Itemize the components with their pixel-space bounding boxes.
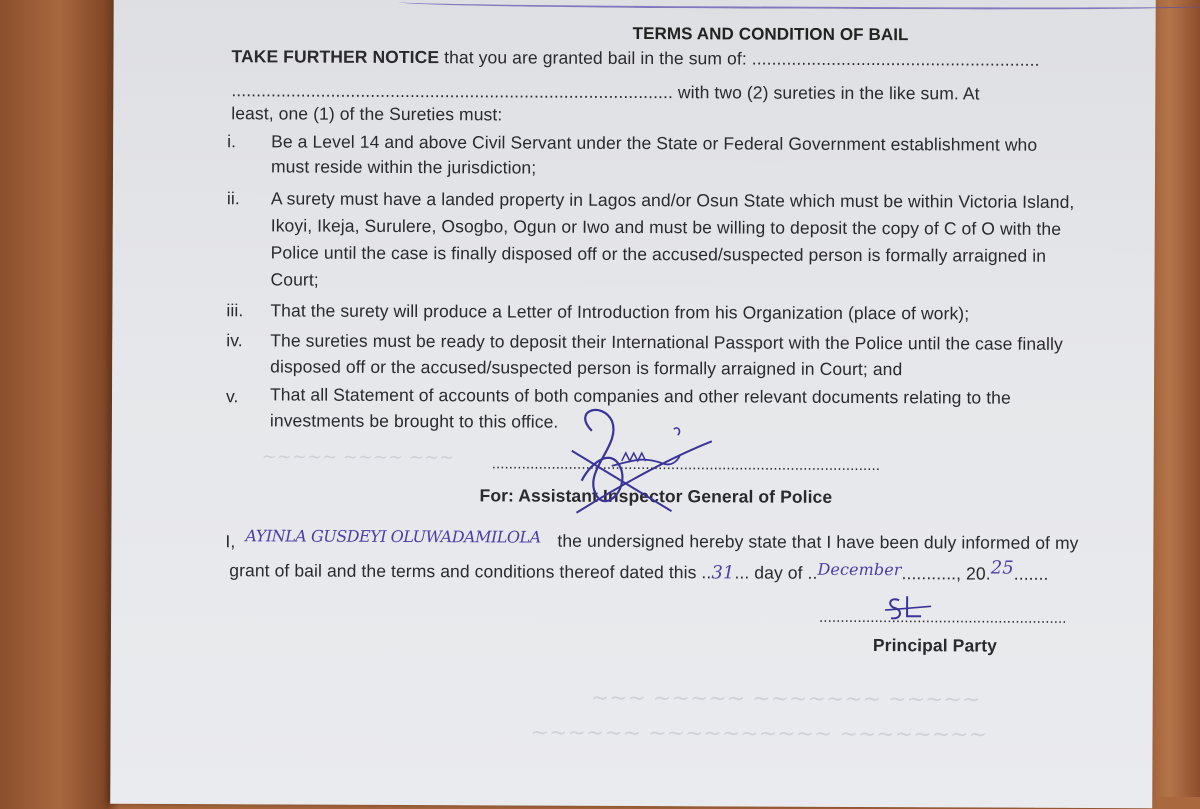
principal-party-label: Principal Party	[872, 635, 998, 656]
bleed-through-mark: ~~~~~ ~~~~ ~~~	[261, 446, 455, 469]
item-i-line-2: must reside within the jurisdiction;	[270, 156, 537, 178]
item-number-v: v.	[225, 386, 239, 407]
grant-line	[229, 557, 1049, 585]
item-iv-line-2: disposed off or the accused/suspected person is formally arraigned in Court; and	[270, 356, 903, 380]
item-v-line-1: That all Statement of accounts of both companies and other relevant documents relating to the	[269, 384, 1011, 408]
declaration-text: the undersigned hereby state that I have been duly informed of my	[557, 530, 1079, 553]
item-ii-line-4: Court;	[270, 269, 319, 290]
item-i-line-1: Be a Level 14 and above Civil Servant under the State or Federal Government establishment who	[271, 131, 1038, 155]
notice-line-3: least, one (1) of the Sureties must:	[231, 103, 503, 125]
grant-line-day-of: ... day of ..	[734, 562, 818, 583]
signature-line: ...........................................................................................	[491, 455, 881, 475]
item-ii-line-2: Ikoyi, Ikeja, Surulere, Osogbo, Ogun or Iwo and must be willing to deposit the copy of C of O with the	[270, 215, 1062, 239]
item-number-iv: iv.	[226, 330, 243, 351]
grant-line-year-prefix: ..........., 20.	[901, 563, 991, 584]
bleed-through-lower-1: ~~~ ~~~~~ ~~~~~~~ ~~~~~	[590, 685, 981, 713]
item-v-line-2: investments be brought to this office.	[269, 410, 559, 432]
notice-heading: TAKE FURTHER NOTICE	[231, 46, 440, 68]
top-handwriting-scribble	[399, 0, 1200, 11]
notice-line-2: ......................................................................................... with two (2) sureties in the like sum. At	[231, 80, 980, 104]
handwritten-month: December	[817, 559, 902, 580]
item-iv-line-1: The sureties must be ready to deposit their International Passport with the Police until the case finally	[270, 330, 1063, 354]
bleed-through-lower-2: ~~~~~~ ~~~~~~~~~~ ~~~~~~~~	[530, 720, 988, 748]
declaration-i: I,	[225, 531, 236, 552]
item-iii-line-1: That the surety will produce a Letter of Introduction from his Organization (place of work);	[270, 300, 970, 324]
document-title: TERMS AND CONDITION OF BAIL	[632, 23, 909, 45]
grant-line-start: grant of bail and the terms and conditions thereof dated this ..	[229, 560, 712, 583]
notice-line	[231, 46, 1039, 71]
handwritten-name: AYINLA GUSDEYI OLUWADAMILOLA	[245, 526, 541, 547]
bail-document-page	[110, 0, 1156, 808]
item-number-i: i.	[227, 131, 237, 152]
item-number-ii: ii.	[226, 188, 240, 209]
item-ii-line-1: A surety must have a landed property in Lagos and/or Osun State which must be within Victoria Island,	[270, 188, 1075, 212]
handwritten-year: 25	[990, 557, 1014, 579]
item-number-iii: iii.	[226, 300, 244, 321]
aig-signature	[551, 401, 732, 522]
notice-text: that you are granted bail in the sum of: ..........................................................	[444, 47, 1040, 70]
grant-line-end: .......	[1013, 563, 1049, 584]
signatory-label: For: Assistant Inspector General of Police	[479, 485, 833, 507]
handwritten-day: 31	[711, 562, 735, 584]
item-ii-line-3: Police until the case is finally disposed off or the accused/suspected person is formally arraigned in	[270, 242, 1047, 266]
principal-party-line: ..........................................................	[819, 608, 1067, 627]
